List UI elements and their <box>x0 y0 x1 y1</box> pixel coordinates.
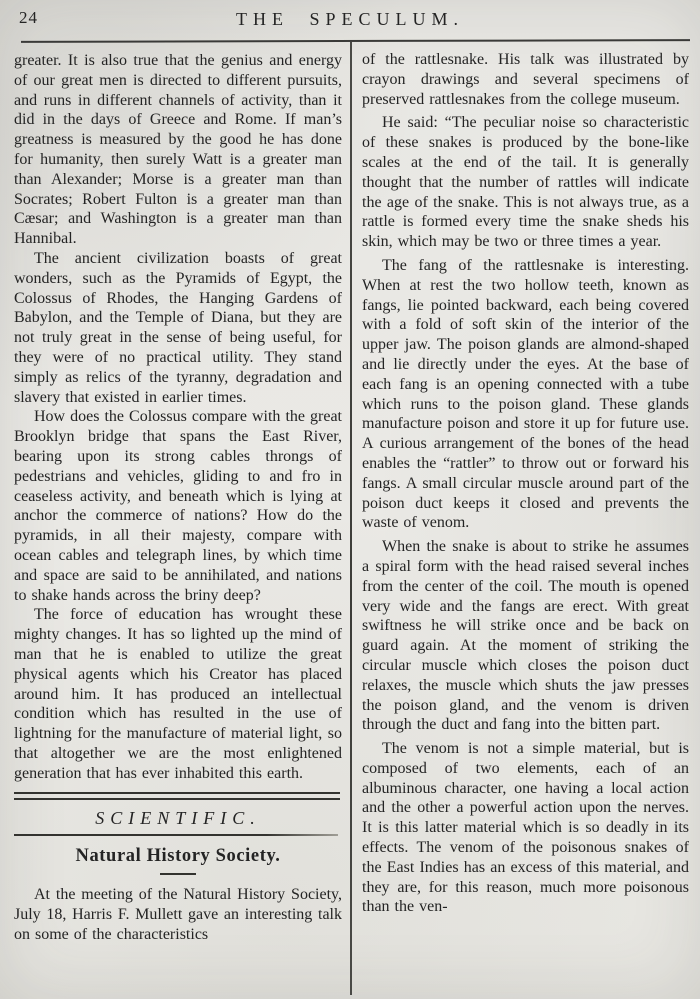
paragraph: The venom is not a simple material, but is composed of two elements, each of an albuminous character, one having a local action and the other a powerful action upon the nerves. It is this latter material which is so deadly in its effects. The venom of the poisonous snakes of the East Indies has an excess of this material, and they are, for this reason, much more poisonous than the ven- <box>362 740 689 916</box>
left-column <box>0 42 350 995</box>
paragraph: The fang of the rattlesnake is interesting. When at rest the two hollow teeth, known as fangs, lie pointed backward, each being covered with a fold of soft skin of the interior of the upper jaw. The poison glands are almond-shaped and lie directly under the eyes. At the base of each fang is an opening connected with a tube which runs to the poison gland. These glands manufacture poison and store it up for future use. A curious arrangement of the bones of the head enables the “rattler” to throw out or forward his fangs. A small circular muscle around part of the poison duct keeps it closed and prevents the waste of venom. <box>362 256 689 532</box>
paragraph: How does the Colossus compare with the great Brooklyn bridge that spans the East River, bearing upon its strong cables throngs of pedestrians and vehicles, gliding to and fro in ceaseless activity, and beneath which is lying at anchor the commerce of nations? How do the pyramids, in all their majesty, compare with ocean cables and telegraph lines, by which time and space are said to be annihilated, and nations to shake hands across the briny deep? <box>14 408 342 604</box>
single-rule <box>14 834 338 836</box>
short-rule <box>160 873 196 875</box>
paragraph: He said: “The peculiar noise so characteristic of these snakes is produced by the bone-like scales at the end of the tail. It is generally thought that the number of rattles will indicate the age of the snake. This is not always true, as a rattle is formed every time the snake sheds his skin, which may be two or three times a year. <box>362 114 689 251</box>
right-column <box>352 42 700 995</box>
paragraph: The ancient civilization boasts of great wonders, such as the Pyramids of Egypt, the Colossus of Rhodes, the Hanging Gardens of Babylon, and the Temple of Diana, but they are not truly great in the sense of being useful, for they were of no practical utility. They stand simply as relics of the tyranny, degradation and slavery that existed in earlier times. <box>14 249 342 406</box>
section-heading: SCIENTIFIC. <box>95 808 261 829</box>
paragraph: of the rattlesnake. His talk was illustrated by crayon drawings and several specimens of preserved rattlesnakes from the college museum. <box>362 51 689 108</box>
page-title: THE SPECULUM. <box>235 9 464 29</box>
paragraph: greater. It is also true that the genius and energy of our great men is directed to different pursuits, and runs in different channels of activity, than it did in the days of Greece and Rome. If man’s greatness is measured by the good he has done for humanity, then surely Watt is a greater man than Alexander; Morse is a greater man than Socrates; Robert Fulton is a greater man than Cæsar; and Washington is a greater man than Hannibal. <box>14 52 342 248</box>
page-number: 24 <box>19 8 38 27</box>
paragraph: At the meeting of the Natural History Society, July 18, Harris F. Mullett gave an interesting talk on some of the characteristics <box>14 886 342 943</box>
paragraph: When the snake is about to strike he assumes a spiral form with the head raised several inches from the center of the coil. The mouth is opened very wide and the fangs are erect. With great swiftness he will strike once and be back on guard again. At the moment of striking the circular muscle which closes the poison duct relaxes, the muscle which shuts the jaw presses the poison gland, and the venom is driven through the duct and fang into the bitten part. <box>362 538 689 734</box>
paragraph: The force of education has wrought these mighty changes. It has so lighted up the mind of man that he is enabled to utilize the great physical agents which his Creator has placed around him. It has produced an intellectual condition which has resulted in the use of lightning for the manufacture of material light, so that altogether we are the most enlightened generation that has ever inhabited this earth. <box>14 606 342 782</box>
double-rule <box>14 792 340 800</box>
page-header <box>0 0 700 40</box>
section-head <box>14 792 342 875</box>
two-column-layout <box>0 42 700 995</box>
article-heading: Natural History Society. <box>75 846 281 867</box>
